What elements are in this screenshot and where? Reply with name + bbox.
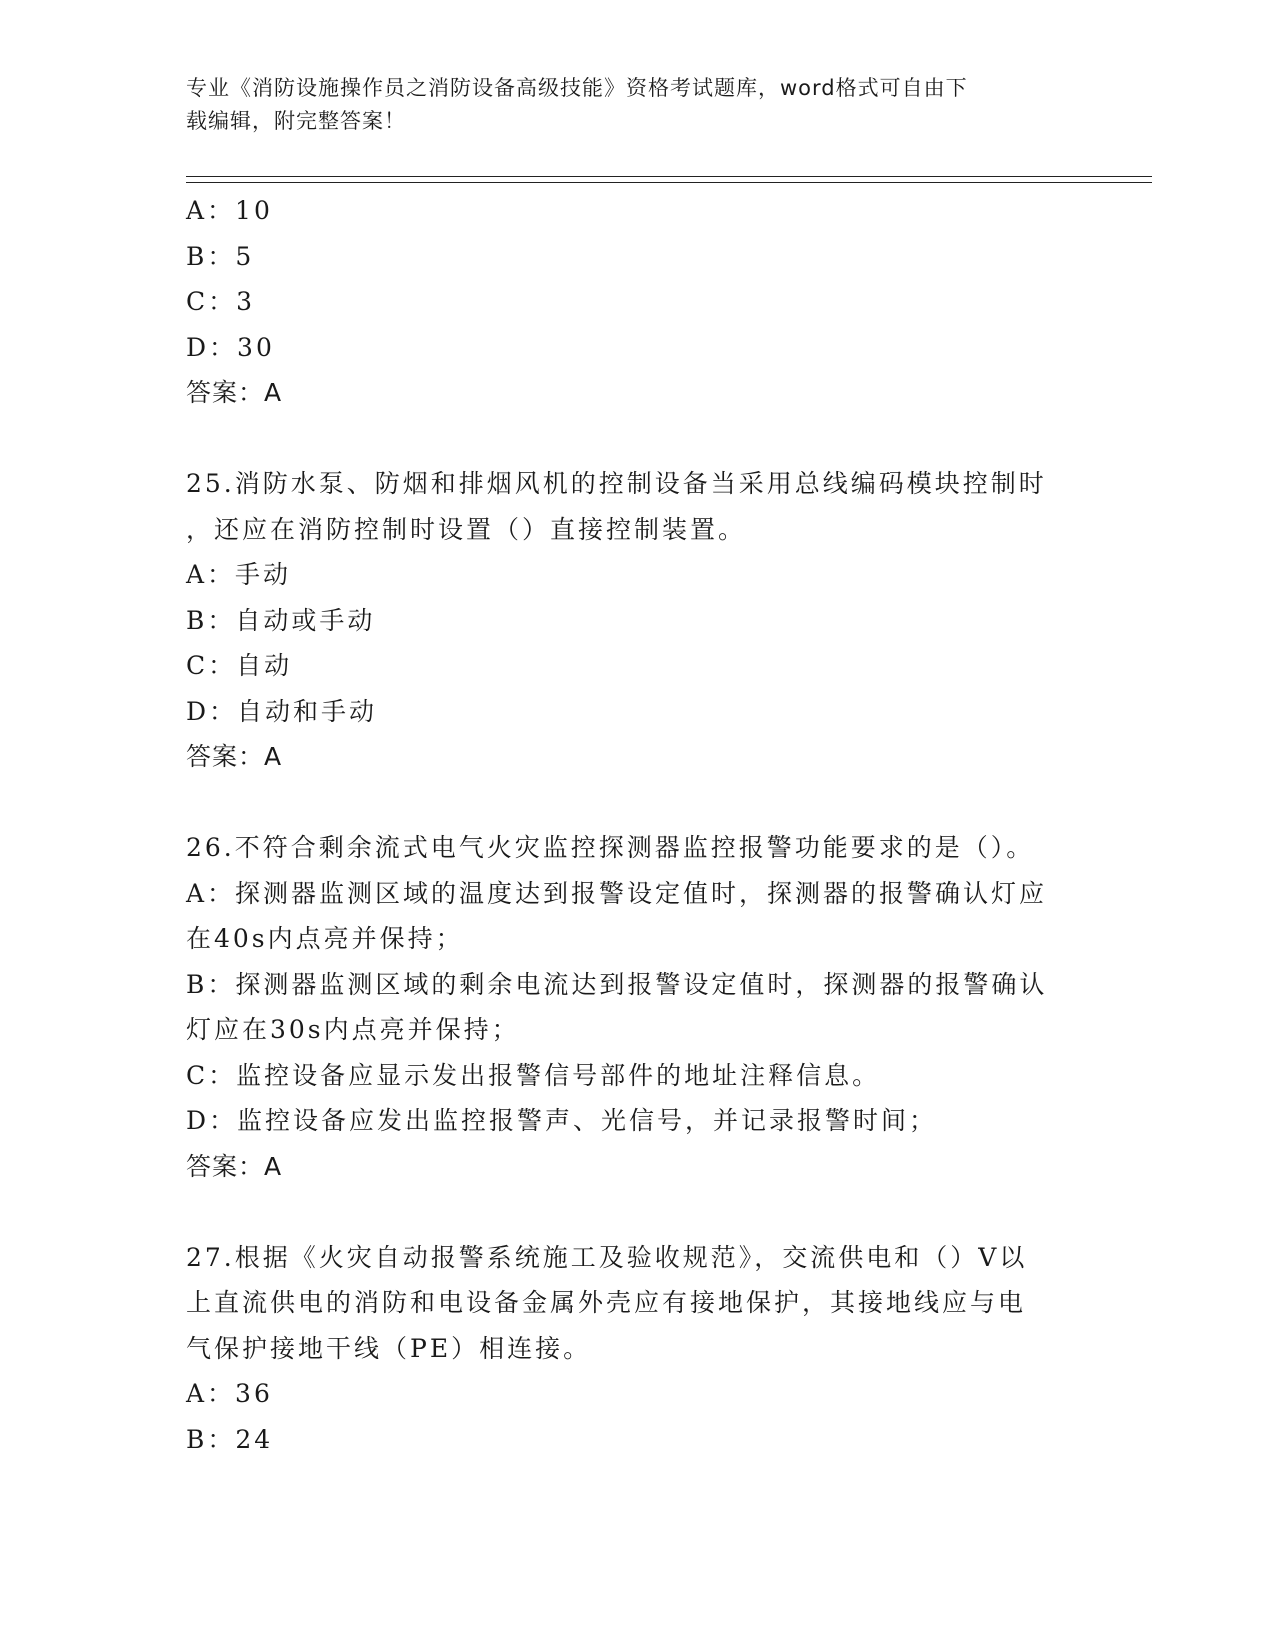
option-b: B：5 [186,241,255,271]
option-a: A：手动 [186,560,292,589]
option-d: D：自动和手动 [186,696,378,726]
header-divider-top [186,176,1152,177]
header-line-1: 专业《消防设施操作员之消防设备高级技能》资格考试题库，word格式可自由下 [186,76,968,100]
question-27 [186,1235,1086,1463]
spacer [186,1189,1086,1235]
spacer [186,780,1086,826]
answer-line: 答案：A [186,742,283,771]
option-a-continued: 在40s内点亮并保持； [186,924,464,953]
question-stem-line: 25.消防水泵、防烟和排烟风机的控制设备当采用总线编码模块控制时 [186,469,1047,498]
option-c: C：自动 [186,651,293,680]
header-line-2: 载编辑，附完整答案！ [186,109,406,133]
option-c: C：3 [186,287,256,316]
option-a: A：36 [186,1379,273,1408]
answer-line: 答案：A [186,378,283,407]
header-divider-bottom [186,182,1152,183]
answer-line: 答案：A [186,1151,283,1181]
option-c: C：监控设备应显示发出报警信号部件的地址注释信息。 [186,1060,881,1090]
question-list [186,188,1086,1462]
option-b-continued: 灯应在30s内点亮并保持； [186,1015,520,1044]
option-b: B：24 [186,1424,274,1454]
question-26 [186,825,1086,1189]
option-d: D：30 [186,332,275,362]
option-b: B：自动或手动 [186,605,376,635]
option-d: D：监控设备应发出监控报警声、光信号，并记录报警时间； [186,1106,938,1135]
question-stem-line: 27.根据《火灾自动报警系统施工及验收规范》，交流供电和（）V以 [186,1242,1028,1272]
question-stem-line: 气保护接地干线（PE）相连接。 [186,1333,592,1363]
question-stem-line: 上直流供电的消防和电设备金属外壳应有接地保护，其接地线应与电 [186,1288,1027,1317]
option-a: A：10 [186,196,273,225]
option-a: A：探测器监测区域的温度达到报警设定值时，探测器的报警确认灯应 [186,878,1048,908]
option-b: B：探测器监测区域的剩余电流达到报警设定值时，探测器的报警确认 [186,969,1048,999]
question-25 [186,461,1086,780]
spacer [186,416,1086,462]
question-stem-line: ，还应在消防控制时设置（）直接控制装置。 [186,514,747,544]
question-stem-line: 26.不符合剩余流式电气火灾监控探测器监控报警功能要求的是（）。 [186,833,1035,862]
question-24-continuation [186,188,1086,416]
document-header [186,72,1066,138]
